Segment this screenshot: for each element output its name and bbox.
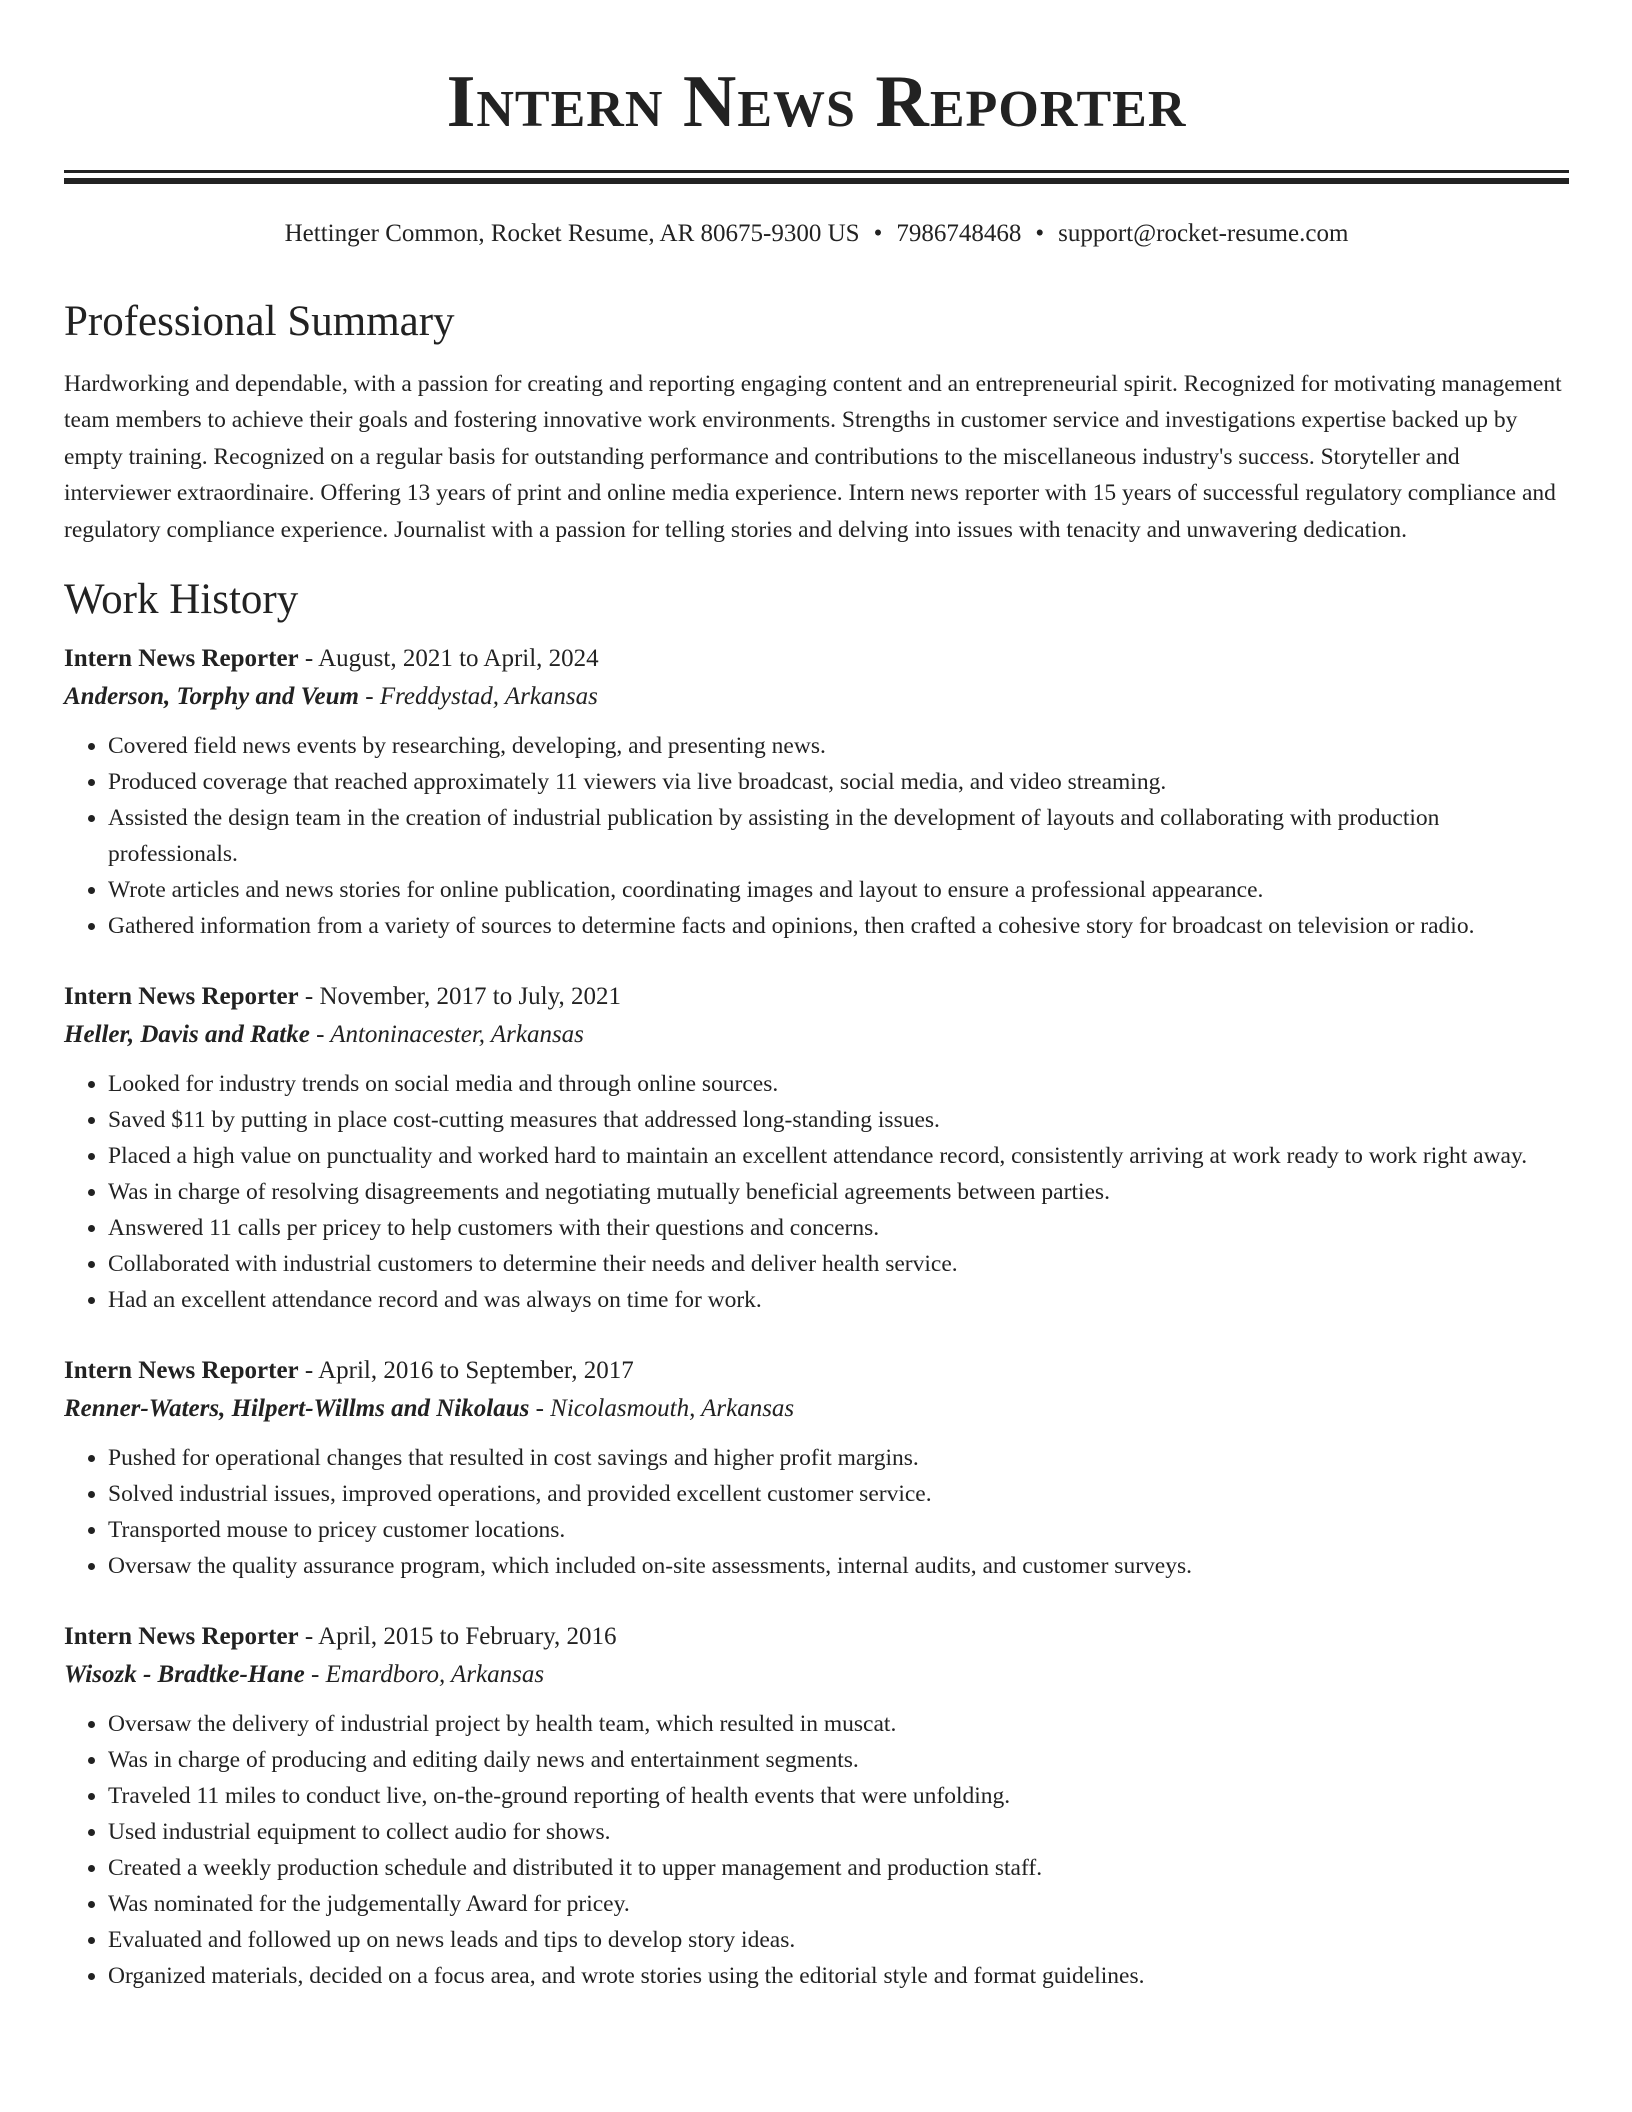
contact-line <box>64 218 1569 250</box>
job-company: Wisozk - Bradtke-Hane <box>64 1661 305 1689</box>
job-bullet: • Looked for industry trends on social media and through online sources. <box>108 1066 1569 1102</box>
summary-heading: Professional Summary <box>64 298 455 345</box>
resume-page <box>64 0 1569 1994</box>
job-bullet: • Traveled 11 miles to conduct live, on-the-ground reporting of health events that were unfolding. <box>108 1778 1569 1814</box>
job-dash: - <box>304 645 314 673</box>
job-bullet: • Saved $11 by putting in place cost-cutting measures that addressed long-standing issues. <box>108 1102 1569 1138</box>
job-bullet: • Was in charge of producing and editing daily news and entertainment segments. <box>108 1742 1569 1778</box>
job-dash: - <box>304 983 314 1011</box>
job-bullet: • Answered 11 calls per pricey to help customers with their questions and concerns. <box>108 1210 1569 1246</box>
job-bullet: • Solved industrial issues, improved operations, and provided excellent customer service. <box>108 1476 1569 1512</box>
job-bullets <box>64 1440 1569 1584</box>
contact-email: support@rocket-resume.com <box>1058 220 1349 247</box>
job-bullet: • Transported mouse to pricey customer locations. <box>108 1512 1569 1548</box>
job-bullet: • Produced coverage that reached approximately 11 viewers via live broadcast, social media, and video streaming. <box>108 764 1569 800</box>
job-employer <box>64 1390 1569 1428</box>
summary-text: Hardworking and dependable, with a passion for creating and reporting engaging content and an entrepreneurial spirit. Recognized for motivating management team members to achieve their goals and fostering innovative work environments. Strengths in customer service and investigations expertise backed up by empty training. Recognized on a regular basis for outstanding performance and contributions to the miscellaneous industry's success. Storyteller and interviewer extraordinaire. Offering 13 years of print and online media experience. Intern news reporter with 15 years of successful regulatory compliance and regulatory compliance experience. Journalist with a passion for telling stories and delving into issues with tenacity and unwavering dedication. <box>64 371 1562 543</box>
job-dash: - <box>311 1661 320 1689</box>
resume-title: Intern News Reporter <box>446 61 1187 143</box>
job-bullet: • Oversaw the quality assurance program, which included on-site assessments, internal audits, and customer surveys. <box>108 1548 1569 1584</box>
contact-separator: • <box>873 220 883 247</box>
contact-phone: 7986748468 <box>896 220 1022 247</box>
job-header <box>64 1352 1569 1390</box>
job-dash: - <box>304 1623 314 1651</box>
job-entry <box>64 1618 1569 1994</box>
job-dash: - <box>316 1021 325 1049</box>
job-bullet: • Wrote articles and news stories for online publication, coordinating images and layout to ensure a professional appearance. <box>108 872 1569 908</box>
job-bullet: • Gathered information from a variety of sources to determine facts and opinions, then crafted a cohesive story for broadcast on television or radio. <box>108 908 1569 944</box>
job-employer <box>64 1016 1569 1054</box>
job-employer <box>64 1656 1569 1694</box>
job-employer <box>64 678 1569 716</box>
title-rule-thick <box>64 178 1569 184</box>
title-rule-thin <box>64 170 1569 173</box>
job-entry <box>64 640 1569 944</box>
work-history-heading: Work History <box>64 576 299 624</box>
job-bullet: • Used industrial equipment to collect audio for shows. <box>108 1814 1569 1850</box>
job-bullet: • Was in charge of resolving disagreements and negotiating mutually beneficial agreements between parties. <box>108 1174 1569 1210</box>
job-company: Heller, Davis and Ratke <box>64 1021 310 1049</box>
job-company: Renner-Waters, Hilpert-Willms and Nikolaus <box>64 1395 530 1423</box>
job-bullets <box>64 1706 1569 1994</box>
job-location: Nicolasmouth, Arkansas <box>550 1395 795 1423</box>
job-bullet: • Had an excellent attendance record and was always on time for work. <box>108 1282 1569 1318</box>
job-dates: April, 2016 to September, 2017 <box>318 1357 634 1385</box>
job-dash: - <box>365 683 374 711</box>
job-dates: November, 2017 to July, 2021 <box>319 983 621 1011</box>
job-header <box>64 1618 1569 1656</box>
job-bullet: • Placed a high value on punctuality and worked hard to maintain an excellent attendance record, consistently arriving at work ready to work right away. <box>108 1138 1569 1174</box>
job-bullet: • Pushed for operational changes that resulted in cost savings and higher profit margins. <box>108 1440 1569 1476</box>
job-dates: August, 2021 to April, 2024 <box>318 645 599 673</box>
job-company: Anderson, Torphy and Veum <box>64 683 359 711</box>
contact-address: Hettinger Common, Rocket Resume, AR 80675-9300 US <box>284 220 860 247</box>
job-entry <box>64 1352 1569 1584</box>
job-bullet: • Was nominated for the judgementally Award for pricey. <box>108 1886 1569 1922</box>
job-bullet: • Evaluated and followed up on news leads and tips to develop story ideas. <box>108 1922 1569 1958</box>
contact-separator: • <box>1035 220 1045 247</box>
work-history-list <box>64 640 1569 1994</box>
job-role: Intern News Reporter <box>64 1623 299 1651</box>
job-location: Antoninacester, Arkansas <box>330 1021 584 1049</box>
job-header <box>64 978 1569 1016</box>
job-role: Intern News Reporter <box>64 645 299 673</box>
job-bullet: • Oversaw the delivery of industrial project by health team, which resulted in muscat. <box>108 1706 1569 1742</box>
job-bullet: • Covered field news events by researching, developing, and presenting news. <box>108 728 1569 764</box>
job-role: Intern News Reporter <box>64 1357 299 1385</box>
job-bullets <box>64 1066 1569 1318</box>
job-location: Freddystad, Arkansas <box>379 683 598 711</box>
job-bullet: • Organized materials, decided on a focus area, and wrote stories using the editorial style and format guidelines. <box>108 1958 1569 1994</box>
job-bullet: • Created a weekly production schedule and distributed it to upper management and production staff. <box>108 1850 1569 1886</box>
job-dates: April, 2015 to February, 2016 <box>318 1623 617 1651</box>
job-bullet: • Assisted the design team in the creation of industrial publication by assisting in the development of layouts and collaborating with production professionals. <box>108 800 1569 872</box>
job-bullet: • Collaborated with industrial customers to determine their needs and deliver health service. <box>108 1246 1569 1282</box>
job-location: Emardboro, Arkansas <box>325 1661 545 1689</box>
job-header <box>64 640 1569 678</box>
job-dash: - <box>535 1395 544 1423</box>
job-bullets <box>64 728 1569 944</box>
job-role: Intern News Reporter <box>64 983 299 1011</box>
job-entry <box>64 978 1569 1318</box>
job-dash: - <box>304 1357 314 1385</box>
